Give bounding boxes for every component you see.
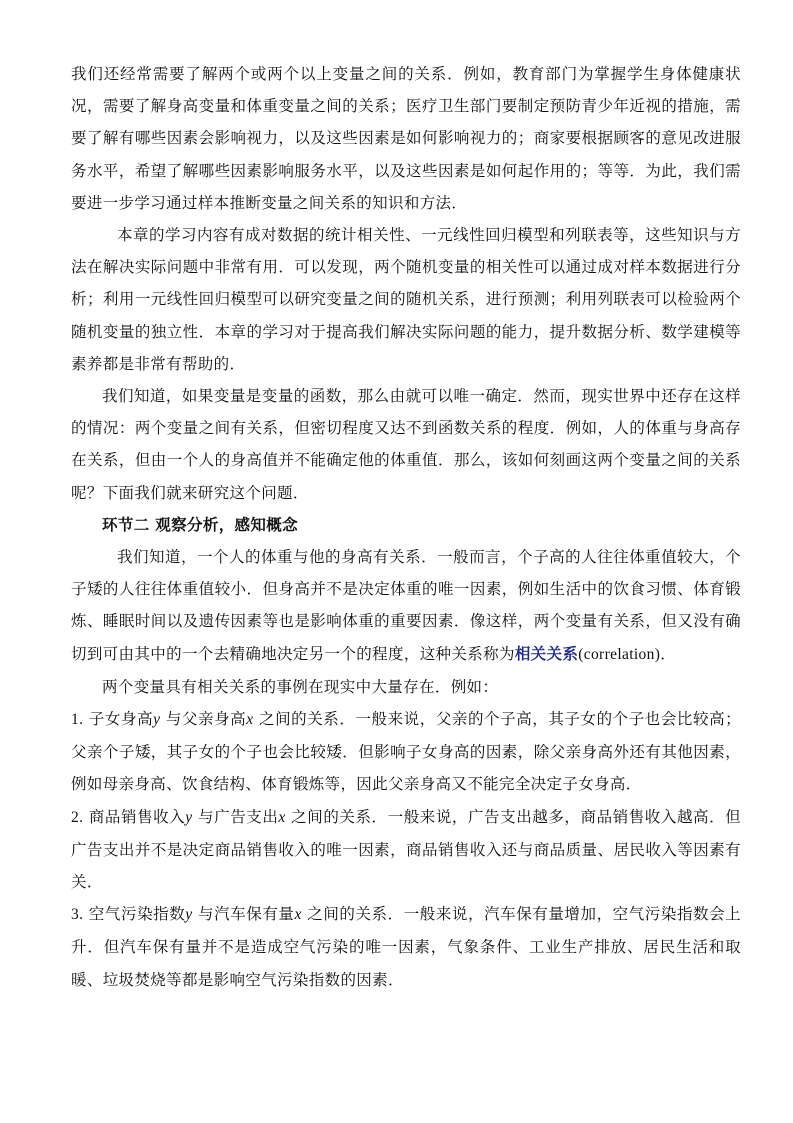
chapter-content-paragraph: 本章的学习内容有成对数据的统计相关性、一元线性回归模型和列联表等，这些知识与方法在解决实际问题中非常有用．可以发现，两个随机变量的相关性可以通过成对样本数据进行分析；利用一元线性回归模型可以研究变量之间的随机关系，进行预测；利用列联表可以检验两个随机变量的独立性．本章的学习对于提高我们解决实际问题的能力，提升数据分析、数学建模等素养都是非常有帮助的． (71, 226, 741, 373)
variable-y: y (185, 808, 193, 826)
correlation-definition-paragraph (71, 541, 741, 671)
term-english: (correlation) (578, 645, 661, 663)
definition-text: 我们知道，一个人的体重与他的身高有关系．一般而言，个子高的人往往体重值较大，个子矮的人往往体重值较小．但身高并不是决定体重的唯一因素，例如生活中的饮食习惯、体育锻炼、睡眠时间以及遗传因素等也是影响体重的重要因素．像这样，两个变量有关系，但又没有确切到可由其中的一个去精确地决定另一个的程度，这种关系称为 (71, 548, 741, 663)
example-item-3: 3. 空气污染指数y 与汽车保有量x 之间的关系．一般来说，汽车保有量增加，空气污染指数会上升．但汽车保有量并不是造成空气污染的唯一因素，气象条件、工业生产排放、居民生活和取暖、垃圾焚烧等都是影响空气污染指数的因素． (71, 905, 742, 989)
variable-x: x (246, 711, 254, 729)
section-heading: 环节二 观察分析，感知概念 (102, 514, 298, 534)
variable-x: x (278, 808, 286, 826)
document-page (71, 58, 741, 996)
definition-end: ． (660, 644, 677, 663)
variable-x: x (294, 906, 302, 924)
examples-intro-paragraph: 两个变量具有相关关系的事例在现实中大量存在．例如： (102, 677, 499, 696)
variable-y: y (185, 906, 193, 924)
function-relation-paragraph: 我们知道，如果变量是变量的函数，那么由就可以唯一确定．然而，现实世界中还存在这样的情况：两个变量之间有关系，但密切程度又达不到函数关系的程度．例如，人的体重与身高存在关系，但由一个人的身高值并不能确定他的体重值．那么，该如何刻画这两个变量之间的关系呢？下面我们就来研究这个问题． (71, 387, 741, 502)
variable-y: y (153, 711, 161, 729)
intro-paragraph: 我们还经常需要了解两个或两个以上变量之间的关系．例如，教育部门为掌握学生身体健康状况，需要了解身高变量和体重变量之间的关系；医疗卫生部门要制定预防青少年近视的措施，需要了解有哪些因素会影响视力，以及这些因素是如何影响视力的；商家要根据顾客的意见改进服务水平，希望了解哪些因素影响服务水平，以及这些因素是如何起作用的；等等．为此，我们需要进一步学习通过样本推断变量之间关系的知识和方法． (71, 65, 741, 212)
term-correlation: 相关关系 (514, 643, 579, 663)
item-number: 1. (71, 711, 84, 729)
example-item-2: 2. 商品销售收入y 与广告支出x 之间的关系．一般来说，广告支出越多，商品销售收入越高．但广告支出并不是决定商品销售收入的唯一因素，商品销售收入还与商品质量、居民收入等因素有关． (71, 807, 742, 892)
item-number: 2. (71, 808, 84, 826)
example-item-1: 1. 子女身高y 与父亲身高x 之间的关系．一般来说，父亲的个子高，其子女的个子也会比较高；父亲个子矮，其子女的个子也会比较矮．但影响子女身高的因素，除父亲身高外还有其他因素，例如母亲身高、饮食结构、体育锻炼等，因此父亲身高又不能完全决定子女身高． (71, 710, 742, 794)
item-number: 3. (71, 906, 84, 924)
